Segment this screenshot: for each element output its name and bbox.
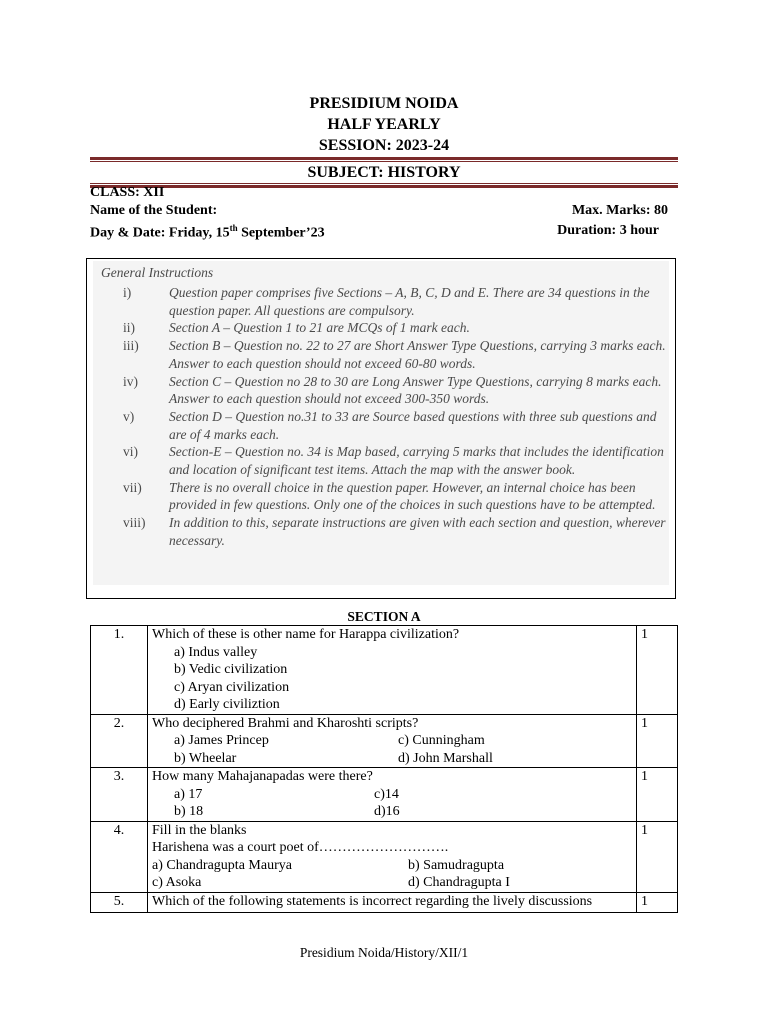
question-body: [148, 821, 637, 892]
question-row: [91, 626, 678, 715]
question-text: Which of these is other name for Harappa civilization?: [152, 627, 460, 642]
instruction-item: i) Question paper comprises five Sections – A, B, C, D and E. There are 34 questions in the question paper. All questions are compulsory.: [123, 285, 650, 318]
questions-table: [90, 625, 678, 913]
general-instructions-shading: [93, 261, 669, 585]
option: a) Chandragupta Maurya: [152, 857, 292, 873]
question-row: [91, 768, 678, 822]
subject-title: SUBJECT: HISTORY: [307, 164, 461, 181]
instructions-list: [93, 284, 669, 550]
option: a) 17: [174, 786, 203, 802]
section-a-title: SECTION A: [347, 609, 421, 624]
question-text: How many Mahajanapadas were there?: [152, 769, 373, 784]
class-label: CLASS: XII: [90, 185, 165, 200]
option: c) Asoka: [152, 875, 202, 890]
general-instructions-title: General Instructions: [101, 265, 214, 280]
question-marks: 1: [637, 714, 678, 768]
option: b) 18: [174, 804, 204, 819]
option: d) Chandragupta I: [408, 875, 510, 890]
option: c)14: [374, 786, 399, 802]
question-body: [148, 626, 637, 715]
instruction-item: v) Section D – Question no.31 to 33 are Source based questions with three sub questions and are of 4 marks each.: [123, 408, 657, 442]
question-marks: 1: [637, 892, 678, 913]
question-row: [91, 714, 678, 768]
general-instructions-box: [86, 258, 676, 599]
question-body: [148, 714, 637, 768]
session: SESSION: 2023-24: [318, 137, 450, 154]
instruction-item: ii) Section A – Question 1 to 21 are MCQs of 1 mark each.: [123, 320, 470, 336]
option: b) Wheelar: [174, 750, 237, 766]
instruction-item: iv) Section C – Question no 28 to 30 are Long Answer Type Questions, carrying 8 marks each. Answer to each question should not exceed 300-350 words.: [123, 373, 662, 407]
student-name-label: Name of the Student:: [90, 203, 218, 218]
page-footer: Presidium Noida/History/XII/1: [299, 945, 469, 960]
question-text: Which of the following statements is incorrect regarding the lively discussions: [152, 893, 593, 909]
option: c) Cunningham: [398, 733, 485, 748]
question-text: Fill in the blanks: [152, 822, 247, 838]
question-number: 3.: [91, 768, 148, 822]
option: c) Aryan civilization: [174, 679, 290, 695]
question-row: [91, 892, 678, 913]
question-marks: 1: [637, 768, 678, 822]
question-marks: 1: [637, 821, 678, 892]
option: d) Early civiliztion: [174, 697, 280, 712]
question-number: 5.: [91, 892, 148, 913]
duration: Duration: 3 hour: [557, 223, 659, 238]
school-name: PRESIDIUM NOIDA: [309, 95, 459, 112]
question-body: [148, 768, 637, 822]
option: b) Samudragupta: [408, 857, 505, 873]
instruction-item: iii) Section B – Question no. 22 to 27 are Short Answer Type Questions, carrying 3 marks each. Answer to each question should not exceed 60-80 words.: [123, 338, 666, 371]
header-rule-top: [90, 157, 678, 160]
option: b) Vedic civilization: [174, 662, 288, 677]
instruction-item: viii) In addition to this, separate instructions are given with each section and question, wherever necessary.: [123, 515, 666, 548]
question-text-line-2: Harishena was a court poet of……………………….: [152, 840, 449, 855]
question-row: [91, 821, 678, 892]
max-marks: Max. Marks: 80: [571, 203, 668, 218]
day-date: Day & Date: Friday, 15th September’23: [90, 223, 325, 241]
question-text: Who deciphered Brahmi and Kharoshti scripts?: [152, 715, 419, 731]
instruction-item: vi) Section-E – Question no. 34 is Map based, carrying 5 marks that includes the identification and location of significant test items. Attach the map with the answer book.: [123, 444, 664, 478]
exam-name: HALF YEARLY: [327, 116, 441, 133]
question-marks: 1: [637, 626, 678, 715]
option: a) James Princep: [174, 733, 269, 748]
question-number: 1.: [91, 626, 148, 715]
header-rule-bottom: [90, 185, 678, 188]
header-rule-bottom-thin: [90, 183, 678, 184]
option: d)16: [374, 804, 400, 819]
instruction-item: vii) There is no overall choice in the question paper. However, an internal choice has been provided in few questions. Only one of the choices in such questions have to be attempted.: [123, 479, 656, 513]
header-rule-top-thin: [90, 161, 678, 162]
question-number: 4.: [91, 821, 148, 892]
option: d) John Marshall: [398, 750, 493, 766]
question-number: 2.: [91, 714, 148, 768]
option: a) Indus valley: [174, 644, 258, 660]
question-body: [148, 892, 637, 913]
